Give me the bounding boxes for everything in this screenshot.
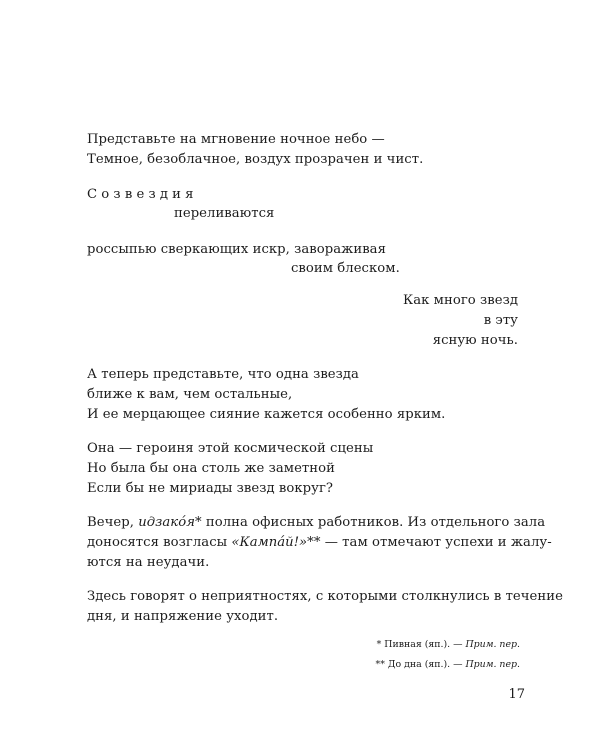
stanza4-line1: Как много звезд: [402, 293, 518, 308]
footnote-2-text: ** До дна (яп.). —: [375, 659, 466, 670]
prose1-line1-end: * полна офисных работников. Из отдельного зала: [195, 515, 546, 530]
prose1-line2-start: доносятся возгласы: [87, 535, 232, 550]
prose1-line2-end: ** — там отмечают успехи и жалу-: [307, 535, 552, 550]
prose1-line2-kampai: «Кампáй!»: [231, 535, 308, 550]
stanza3-line2: своим блеском.: [291, 261, 400, 276]
page-number: 17: [508, 687, 525, 702]
prose2-line1: Здесь говорят о неприятностях, с которыми столкнулись в течение: [87, 589, 563, 604]
stanza1-line2: Темное, безоблачное, воздух прозрачен и чист.: [87, 152, 424, 167]
prose1-line3: ются на неудачи.: [87, 555, 210, 570]
stanza1-line1: Представьте на мгновение ночное небо —: [87, 132, 385, 147]
prose2-line2: дня, и напряжение уходит.: [87, 609, 279, 624]
footnote-1-text: * Пивная (яп.). —: [376, 639, 466, 650]
stanza2-line1: Созвездия: [87, 187, 198, 202]
prose1-line1-start: Вечер,: [87, 515, 139, 530]
stanza6-line2: Но была бы она столь же заметной: [87, 461, 335, 476]
stanza4-line3: ясную ночь.: [432, 333, 518, 348]
footnote-1: [377, 639, 520, 651]
footnote-2-note: Прим. пер.: [465, 659, 520, 670]
footnote-2: [376, 659, 520, 671]
prose1-line2: [87, 533, 552, 553]
stanza5-line1: А теперь представьте, что одна звезда: [87, 367, 359, 382]
stanza4-line2: в эту: [483, 313, 518, 328]
stanza6-line1: Она — героиня этой космической сцены: [87, 441, 374, 456]
stanza5-line3: И ее мерцающее сияние кажется особенно ярким.: [87, 407, 446, 422]
stanza6-line3: Если бы не мириады звезд вокруг?: [87, 481, 334, 496]
footnote-1-note: Прим. пер.: [465, 639, 520, 650]
prose1-line1-izakaya: идзакóя: [138, 515, 196, 530]
stanza2-line2: переливаются: [174, 206, 275, 221]
stanza5-line2: ближе к вам, чем остальные,: [87, 387, 293, 402]
stanza3-line1: россыпью сверкающих искр, завораживая: [87, 242, 386, 257]
prose1-line1: [87, 513, 545, 533]
